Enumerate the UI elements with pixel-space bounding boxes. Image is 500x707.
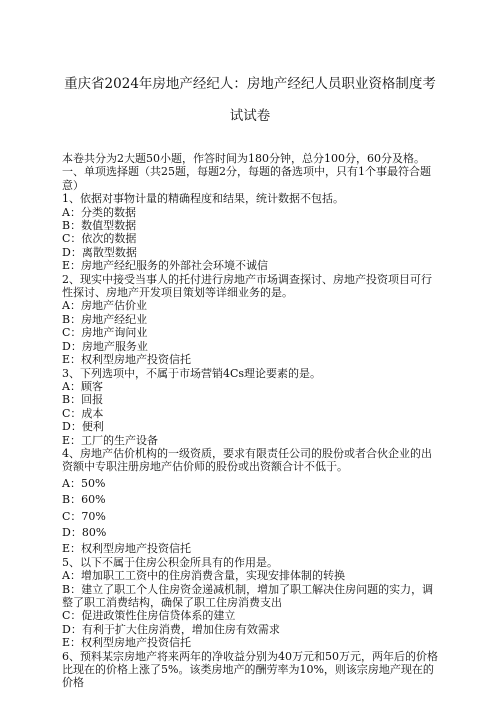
option-e: E：房地产经纪服务的外部社会环境不诚信 <box>62 259 269 273</box>
question-4 <box>62 447 438 556</box>
question-stem: 5、以下不属于住房公积金所具有的作用是。 <box>62 555 278 569</box>
document-title: 重庆省2024年房地产经纪人：房地产经纪人员职业资格制度考试试卷 <box>64 76 436 124</box>
option-b: B：60% <box>62 493 106 507</box>
option-c: C：依次的数据 <box>62 232 137 246</box>
option-a: A：顾客 <box>62 379 103 393</box>
document-body <box>62 152 438 690</box>
option-e: E：工厂的生产设备 <box>62 433 159 447</box>
section-heading: 一、单项选择题（共25题，每题2分，每题的备选项中，只有1个事最符合题意） <box>62 165 431 192</box>
option-d: D：有利于扩大住房消费，增加住房有效需求 <box>62 622 280 636</box>
option-c: C：70% <box>62 509 106 523</box>
exam-intro: 本卷共分为2大题50小题，作答时间为180分钟，总分100分，60分及格。 <box>62 152 425 165</box>
option-d: D：便利 <box>62 420 104 434</box>
option-a: A：房地产估价业 <box>62 299 147 313</box>
option-c: C：房地产询问业 <box>62 326 148 340</box>
question-stem: 1、依据对事物计量的精确程度和结果，统计数据不包括。 <box>62 192 344 206</box>
option-d: D：房地产服务业 <box>62 339 148 353</box>
question-1 <box>62 192 438 272</box>
question-stem: 2、现实中接受当事人的托付进行房地产市场调查探讨、房地产投资项目可行性探讨、房地产开发项目策划等详细业务的是。 <box>62 272 432 300</box>
option-e: E：权利型房地产投资信托 <box>62 636 192 650</box>
option-b: B：建立了职工个人住房资金递减机制，增加了职工解决住房问题的实力，调整了职工消费结构，确保了职工住房消费支出 <box>62 582 434 609</box>
question-stem: 6、预料某宗房地产将来两年的净收益分别为40万元和50万元，两年后的价格比现在的价格上涨了5%。该类房地产的酬劳率为10%，则该宗房地产现在的价格 <box>62 649 438 690</box>
option-a: A：增加职工工资中的住房消费含量，实现安排体制的转换 <box>62 569 345 583</box>
question-6 <box>62 650 438 690</box>
option-c: C：促进政策性住房信贷体系的建立 <box>62 609 236 623</box>
option-c: C：成本 <box>62 406 104 420</box>
question-2 <box>62 273 438 367</box>
question-5 <box>62 556 438 650</box>
option-b: B：回报 <box>62 393 104 407</box>
question-stem: 4、房地产估价机构的一级资质，要求有限责任公司的股份或者合伙企业的出资额中专职注册房地产估价师的股份或出资额合计不低于。 <box>62 446 432 474</box>
option-e: E：权利型房地产投资信托 <box>62 542 192 556</box>
question-stem: 3、下列选项中，不属于市场营销4Cs理论要素的是。 <box>62 366 322 380</box>
option-b: B：房地产经纪业 <box>62 312 148 326</box>
option-e: E：权利型房地产投资信托 <box>62 353 192 367</box>
option-d: D：80% <box>62 525 107 539</box>
option-a: A：分类的数据 <box>62 205 136 219</box>
option-d: D：离散型数据 <box>62 245 137 259</box>
option-b: B：数值型数据 <box>62 219 137 233</box>
option-a: A：50% <box>62 476 106 490</box>
question-3 <box>62 367 438 447</box>
